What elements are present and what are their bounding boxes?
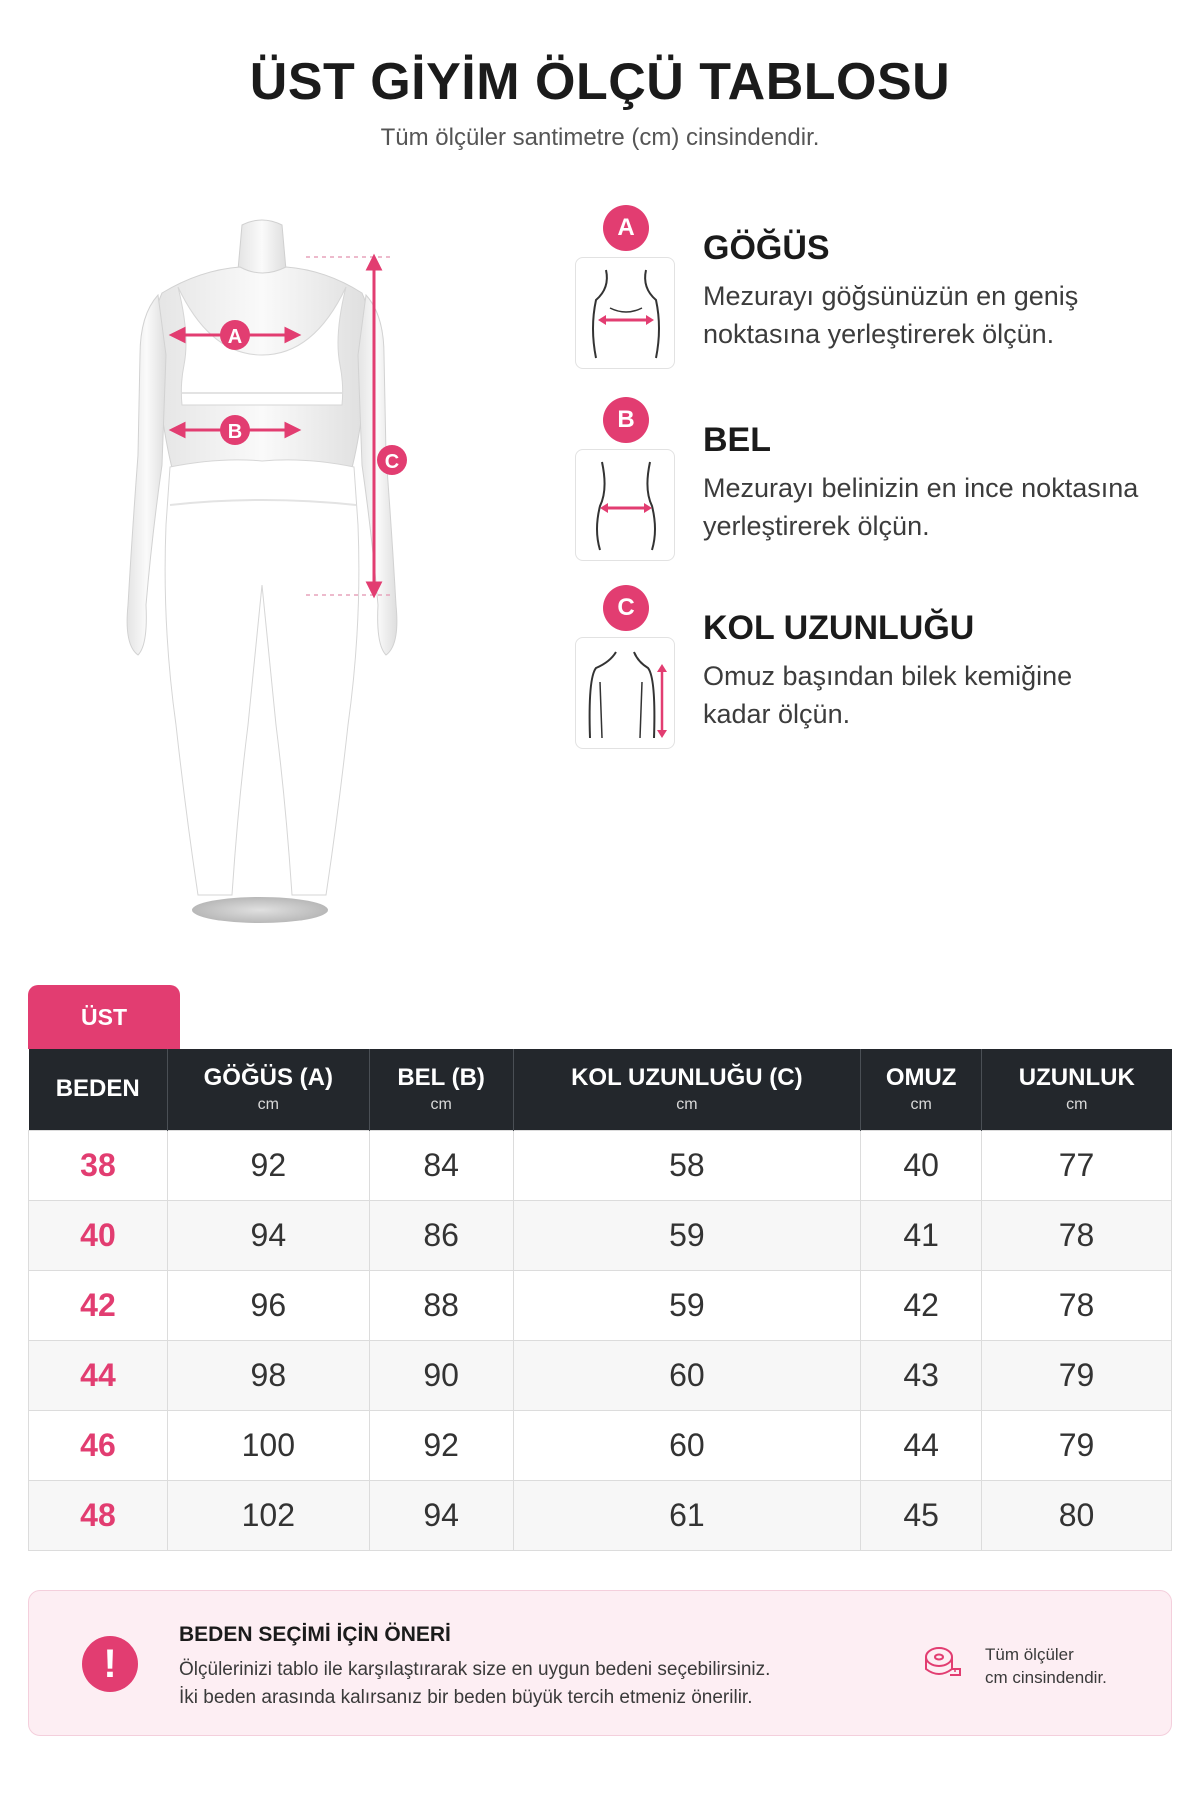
badge-b: B xyxy=(603,397,649,443)
table-header-row xyxy=(29,1049,1172,1130)
header-gogus-label: GÖĞÜS (A) xyxy=(203,1064,333,1092)
header-uzunluk xyxy=(982,1049,1172,1130)
cell-length: 79 xyxy=(982,1410,1172,1480)
cell-length: 78 xyxy=(982,1270,1172,1340)
cell-length: 79 xyxy=(982,1340,1172,1410)
cell-sleeve: 58 xyxy=(513,1130,861,1200)
measure-desc-chest-line1: Mezurayı göğsünüzün en geniş xyxy=(703,281,1079,311)
header-gogus xyxy=(167,1049,369,1130)
measure-item-sleeve xyxy=(575,585,1175,755)
cell-waist: 90 xyxy=(369,1340,513,1410)
cell-chest: 94 xyxy=(167,1200,369,1270)
cell-shoulder: 44 xyxy=(861,1410,982,1480)
cell-size: 42 xyxy=(29,1270,168,1340)
mannequin-illustration xyxy=(100,205,500,930)
measuring-tape-icon xyxy=(922,1643,962,1683)
badge-c-label: C xyxy=(384,451,400,473)
table-row xyxy=(29,1130,1172,1200)
measure-title-chest: GÖĞÜS xyxy=(703,229,830,267)
badge-a: A xyxy=(603,205,649,251)
cell-chest: 102 xyxy=(167,1480,369,1550)
cell-chest: 96 xyxy=(167,1270,369,1340)
table-row xyxy=(29,1270,1172,1340)
header-beden xyxy=(29,1049,168,1130)
cell-chest: 98 xyxy=(167,1340,369,1410)
waist-thumbnail-icon xyxy=(575,449,675,561)
sleeve-thumbnail-icon xyxy=(575,637,675,749)
cell-sleeve: 59 xyxy=(513,1270,861,1340)
cell-shoulder: 40 xyxy=(861,1130,982,1200)
table-row xyxy=(29,1340,1172,1410)
cell-waist: 88 xyxy=(369,1270,513,1340)
size-advice-box xyxy=(28,1590,1172,1736)
cell-size: 38 xyxy=(29,1130,168,1200)
advice-line-2: İki beden arasında kalırsanız bir beden büyük tercih etmeniz önerilir. xyxy=(179,1687,753,1708)
cell-chest: 92 xyxy=(167,1130,369,1200)
cell-waist: 86 xyxy=(369,1200,513,1270)
table-row xyxy=(29,1410,1172,1480)
measure-desc-waist xyxy=(703,469,1173,545)
header-kol xyxy=(513,1049,861,1130)
measure-desc-chest-line2: noktasına yerleştirerek ölçün. xyxy=(703,319,1055,349)
badge-b-label: B xyxy=(227,421,243,443)
cell-shoulder: 43 xyxy=(861,1340,982,1410)
mannequin-figure xyxy=(100,205,500,930)
advice-side-line-2: cm cinsindendir. xyxy=(985,1668,1107,1687)
measure-desc-sleeve xyxy=(703,657,1173,733)
cell-sleeve: 59 xyxy=(513,1200,861,1270)
measure-desc-waist-line1: Mezurayı belinizin en ince noktasına xyxy=(703,473,1139,503)
size-table xyxy=(28,1049,1172,1551)
cell-size: 40 xyxy=(29,1200,168,1270)
header-bel-label: BEL (B) xyxy=(397,1064,485,1092)
measure-desc-sleeve-line1: Omuz başından bilek kemiğine xyxy=(703,661,1073,691)
cell-shoulder: 42 xyxy=(861,1270,982,1340)
advice-title: BEDEN SEÇİMİ İÇİN ÖNERİ xyxy=(179,1623,451,1646)
cell-waist: 94 xyxy=(369,1480,513,1550)
cell-sleeve: 60 xyxy=(513,1410,861,1480)
header-omuz-unit: cm xyxy=(910,1096,932,1114)
chest-thumbnail-icon xyxy=(575,257,675,369)
header-kol-unit: cm xyxy=(676,1096,698,1114)
header-beden-label: BEDEN xyxy=(55,1075,140,1103)
page-title: ÜST GİYİM ÖLÇÜ TABLOSU xyxy=(249,53,951,111)
cell-length: 77 xyxy=(982,1130,1172,1200)
header-bel xyxy=(369,1049,513,1130)
badge-c: C xyxy=(603,585,649,631)
measure-desc-chest xyxy=(703,277,1173,353)
cell-size: 44 xyxy=(29,1340,168,1410)
exclamation-icon: ! xyxy=(82,1636,138,1692)
measure-desc-waist-line2: yerleştirerek ölçün. xyxy=(703,511,930,541)
measure-title-sleeve: KOL UZUNLUĞU xyxy=(703,609,975,647)
header-uzunluk-label: UZUNLUK xyxy=(1018,1064,1135,1092)
cell-shoulder: 45 xyxy=(861,1480,982,1550)
cell-sleeve: 61 xyxy=(513,1480,861,1550)
cell-length: 80 xyxy=(982,1480,1172,1550)
page-subtitle: Tüm ölçüler santimetre (cm) cinsindendir. xyxy=(380,124,820,151)
advice-side-line-1: Tüm ölçüler xyxy=(985,1645,1074,1664)
cell-shoulder: 41 xyxy=(861,1200,982,1270)
cell-size: 46 xyxy=(29,1410,168,1480)
cell-sleeve: 60 xyxy=(513,1340,861,1410)
table-row xyxy=(29,1200,1172,1270)
header-bel-unit: cm xyxy=(430,1096,452,1114)
advice-line-1: Ölçülerinizi tablo ile karşılaştırarak size en uygun bedeni seçebilirsiniz. xyxy=(179,1659,771,1680)
header-kol-label: KOL UZUNLUĞU (C) xyxy=(571,1064,803,1092)
table-row xyxy=(29,1480,1172,1550)
measure-title-waist: BEL xyxy=(703,421,771,459)
measure-desc-sleeve-line2: kadar ölçün. xyxy=(703,699,851,729)
header-uzunluk-unit: cm xyxy=(1066,1096,1088,1114)
measure-item-waist xyxy=(575,397,1175,567)
cell-size: 48 xyxy=(29,1480,168,1550)
header-omuz xyxy=(861,1049,982,1130)
measure-item-chest xyxy=(575,205,1175,375)
cell-waist: 92 xyxy=(369,1410,513,1480)
cell-waist: 84 xyxy=(369,1130,513,1200)
badge-a-label: A xyxy=(227,326,243,348)
tab-ust[interactable]: ÜST xyxy=(28,985,180,1049)
cell-length: 78 xyxy=(982,1200,1172,1270)
cell-chest: 100 xyxy=(167,1410,369,1480)
header-gogus-unit: cm xyxy=(257,1096,279,1114)
header-omuz-label: OMUZ xyxy=(885,1064,957,1092)
